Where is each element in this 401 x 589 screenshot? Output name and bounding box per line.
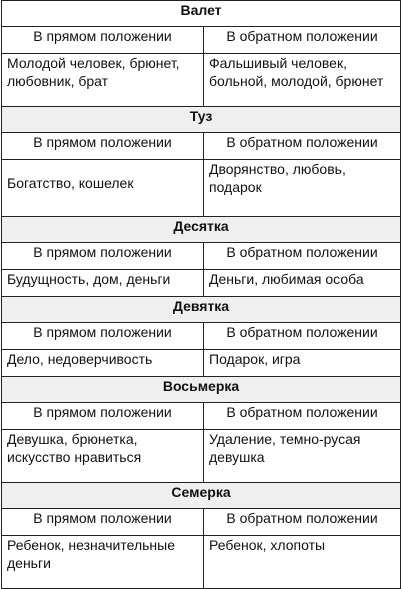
section-title-ten: Десятка [2, 217, 401, 243]
header-reversed: В обратном положении [204, 243, 401, 270]
section-title-ace: Туз [2, 107, 401, 133]
meaning-reversed: Дворянство, любовь, подарок [204, 160, 401, 217]
meaning-row [2, 536, 401, 589]
header-reversed: В обратном положении [204, 403, 401, 430]
section-title-jack: Валет [2, 1, 401, 27]
meaning-upright: Ребенок, незначительные деньги [2, 536, 204, 589]
meaning-row [2, 350, 401, 377]
section-title-row [2, 483, 401, 509]
meaning-reversed: Деньги, любимая особа [204, 270, 401, 297]
header-upright: В прямом положении [2, 243, 204, 270]
header-row [2, 243, 401, 270]
meaning-reversed: Ребенок, хлопоты [204, 536, 401, 589]
meaning-reversed: Фальшивый человек, больной, молодой, брюнет [204, 54, 401, 107]
header-upright: В прямом положении [2, 403, 204, 430]
header-row [2, 323, 401, 350]
meaning-upright: Богатство, кошелек [2, 160, 204, 217]
header-reversed: В обратном положении [204, 509, 401, 536]
meaning-reversed: Удаление, темно-русая девушка [204, 430, 401, 483]
header-row [2, 133, 401, 160]
header-reversed: В обратном положении [204, 27, 401, 54]
meaning-upright: Девушка, брюнетка, искусство нравиться [2, 430, 204, 483]
section-title-row [2, 1, 401, 27]
card-meanings-table [1, 0, 401, 589]
header-reversed: В обратном положении [204, 133, 401, 160]
header-upright: В прямом положении [2, 133, 204, 160]
meaning-upright: Будущность, дом, деньги [2, 270, 204, 297]
section-title-row [2, 297, 401, 323]
meaning-upright: Молодой человек, брюнет, любовник, брат [2, 54, 204, 107]
header-row [2, 403, 401, 430]
section-title-seven: Семерка [2, 483, 401, 509]
meaning-row [2, 270, 401, 297]
section-title-row [2, 217, 401, 243]
header-upright: В прямом положении [2, 509, 204, 536]
header-upright: В прямом положении [2, 27, 204, 54]
section-title-row [2, 107, 401, 133]
section-title-eight: Восьмерка [2, 377, 401, 403]
section-title-nine: Девятка [2, 297, 401, 323]
header-reversed: В обратном положении [204, 323, 401, 350]
meaning-row [2, 160, 401, 217]
meaning-row [2, 430, 401, 483]
header-row [2, 509, 401, 536]
meaning-reversed: Подарок, игра [204, 350, 401, 377]
meaning-row [2, 54, 401, 107]
header-row [2, 27, 401, 54]
section-title-row [2, 377, 401, 403]
meaning-upright: Дело, недоверчивость [2, 350, 204, 377]
header-upright: В прямом положении [2, 323, 204, 350]
